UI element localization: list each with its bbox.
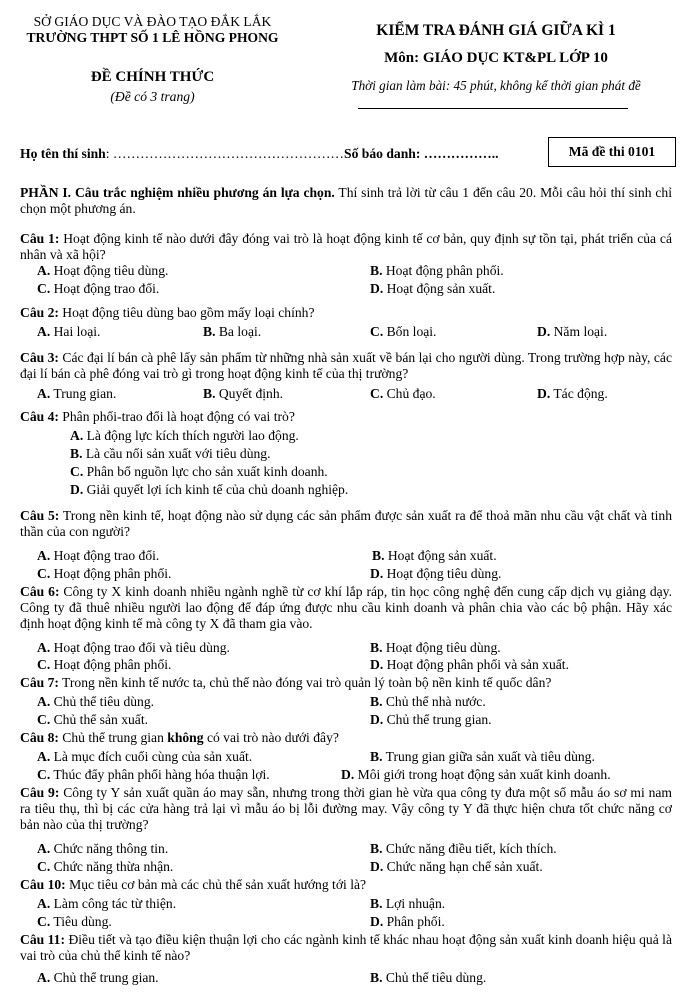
option-text: Chủ thể sản xuất. [50, 712, 149, 727]
option-key: D. [70, 482, 84, 497]
question-number: Câu 11: [20, 932, 65, 947]
option-text: Chức năng điều tiết, kích thích. [382, 841, 557, 856]
option-key: A. [37, 263, 51, 278]
question-number: Câu 8: [20, 730, 59, 745]
question-7 [20, 675, 672, 691]
option-5a[interactable] [37, 548, 159, 564]
option-key: D. [370, 712, 384, 727]
option-text: Năm loại. [550, 324, 608, 339]
option-text: Là mục đích cuối cùng của sản xuất. [50, 749, 253, 764]
option-text: Chủ đạo. [383, 386, 436, 401]
option-5c[interactable] [37, 566, 171, 582]
option-8b[interactable] [370, 749, 595, 765]
option-text: Chủ thể trung gian. [50, 970, 159, 985]
part1-heading [20, 185, 672, 217]
option-text: Hoạt động trao đổi. [50, 548, 160, 563]
option-key: D. [370, 281, 384, 296]
option-7b[interactable] [370, 694, 486, 710]
option-key: D. [370, 657, 384, 672]
option-6d[interactable] [370, 657, 569, 673]
option-2a[interactable] [37, 324, 100, 340]
option-key: B. [370, 694, 383, 709]
option-6b[interactable] [370, 640, 501, 656]
option-9c[interactable] [37, 859, 173, 875]
option-key: C. [37, 767, 51, 782]
option-key: C. [370, 324, 384, 339]
question-text: có vai trò nào dưới đây? [203, 730, 339, 745]
option-text: Trung gian giữa sản xuất và tiêu dùng. [382, 749, 595, 764]
option-key: A. [37, 548, 51, 563]
option-text: Chủ thể nhà nước. [382, 694, 486, 709]
option-text: Hoạt động tiêu dùng. [50, 263, 169, 278]
question-number: Câu 10: [20, 877, 66, 892]
question-emphasis: không [167, 730, 204, 745]
option-9d[interactable] [370, 859, 543, 875]
option-10c[interactable] [37, 914, 112, 930]
option-text: Chủ thể tiêu dùng. [50, 694, 155, 709]
option-key: A. [37, 970, 51, 985]
part1-instructions: Thí sinh trả lời từ câu 1 đến câu 20. Mỗi câu hỏi thí sinh chỉ chọn một phương án. [20, 185, 672, 216]
question-text: Trong nền kinh tế nước ta, chủ thể nào đóng vai trò quản lý toàn bộ nền kinh tế quốc dân? [58, 675, 552, 690]
part1-title: PHẦN I. Câu trắc nghiệm nhiều phương án lựa chọn. [20, 185, 335, 200]
student-info [20, 146, 499, 162]
option-text: Hoạt động tiêu dùng. [382, 640, 501, 655]
question-number: Câu 7: [20, 675, 59, 690]
option-text: Hoạt động sản xuất. [384, 548, 497, 563]
option-4c[interactable] [70, 464, 328, 480]
page-count: (Đề có 3 trang) [110, 89, 195, 104]
option-key: A. [37, 324, 51, 339]
option-key: D. [370, 566, 384, 581]
option-8c[interactable] [37, 767, 270, 783]
option-text: Bốn loại. [383, 324, 437, 339]
question-number: Câu 2: [20, 305, 59, 320]
option-3d[interactable] [537, 386, 608, 402]
option-10b[interactable] [370, 896, 445, 912]
question-8 [20, 730, 672, 746]
option-text: Phân bổ nguồn lực cho sản xuất kinh doanh. [83, 464, 328, 479]
option-11b[interactable] [370, 970, 486, 986]
question-number: Câu 5: [20, 508, 60, 523]
option-6c[interactable] [37, 657, 171, 673]
question-text: Các đại lí bán cà phê lấy sản phẩm từ những nhà sản xuất về bán lại cho người dùng. Trong trường hợp này, các đại lí bán cà phê đóng vai trò gì trong hoạt động kinh tế của thị trường? [20, 350, 672, 381]
option-text: Môi giới trong hoạt động sản xuất kinh doanh. [354, 767, 611, 782]
option-key: A. [37, 694, 51, 709]
option-key: B. [370, 640, 383, 655]
question-10 [20, 877, 672, 893]
option-3b[interactable] [203, 386, 283, 402]
option-key: C. [70, 464, 84, 479]
option-key: B. [370, 749, 383, 764]
exam-time: Thời gian làm bài: 45 phút, không kể thời gian phát đề [351, 78, 641, 93]
department-name: SỞ GIÁO DỤC VÀ ĐÀO TẠO ĐẮK LẮK [33, 14, 272, 29]
option-7a[interactable] [37, 694, 154, 710]
question-number: Câu 9: [20, 785, 60, 800]
option-7d[interactable] [370, 712, 492, 728]
option-text: Hoạt động tiêu dùng. [383, 566, 502, 581]
option-text: Giải quyết lợi ích kinh tế của chủ doanh nghiệp. [83, 482, 349, 497]
question-4 [20, 409, 672, 425]
question-text: Hoạt động tiêu dùng bao gồm mấy loại chính? [58, 305, 315, 320]
option-1d[interactable] [370, 281, 495, 297]
question-text: Mục tiêu cơ bản mà các chủ thể sản xuất hướng tới là? [65, 877, 367, 892]
option-3c[interactable] [370, 386, 436, 402]
option-text: Chủ thể tiêu dùng. [382, 970, 487, 985]
option-key: B. [370, 896, 383, 911]
option-3a[interactable] [37, 386, 116, 402]
question-text: Trong nền kinh tế, hoạt động nào sử dụng các sản phẩm được sản xuất ra để thoả mãn nhu cầu vật chất và tinh thần của con người? [20, 508, 672, 539]
question-5 [20, 508, 672, 540]
option-text: Phân phối. [383, 914, 445, 929]
option-4b[interactable] [70, 446, 271, 462]
id-label: Số báo danh: [344, 146, 421, 161]
option-text: Thúc đẩy phân phối hàng hóa thuận lợi. [50, 767, 270, 782]
option-text: Trung gian. [50, 386, 117, 401]
question-number: Câu 6: [20, 584, 60, 599]
exam-code-box [548, 137, 676, 167]
option-9b[interactable] [370, 841, 557, 857]
option-text: Hoạt động phân phối. [50, 566, 172, 581]
question-number: Câu 4: [20, 409, 59, 424]
question-6 [20, 584, 672, 632]
question-text: Chủ thể trung gian [58, 730, 168, 745]
name-field[interactable]: : …………………………………………… [105, 146, 345, 161]
option-key: A. [37, 386, 51, 401]
option-text: Hoạt động phân phối và sản xuất. [383, 657, 569, 672]
option-text: Hoạt động sản xuất. [383, 281, 496, 296]
question-text: Điều tiết và tạo điều kiện thuận lợi cho các ngành kinh tế khác nhau hoạt động sản xuất kinh doanh hiệu quả là vai trò của chủ thể kinh tế nào? [20, 932, 672, 963]
option-key: C. [37, 859, 51, 874]
option-1a[interactable] [37, 263, 168, 279]
question-number: Câu 3: [20, 350, 59, 365]
question-text: Công ty X kinh doanh nhiều ngành nghề từ cơ khí lắp ráp, tin học công nghệ đến cung cấp dịch vụ giảng dạy. Công ty đã thuê nhiều người lao động để đáp ứng được nhu cầu kinh doanh và phân chia vào các bộ phận. Hãy xác định hoạt động kinh tế mà công ty X đã tham gia vào. [20, 584, 672, 631]
option-key: A. [37, 640, 51, 655]
option-text: Chức năng thông tin. [50, 841, 169, 856]
option-key: B. [70, 446, 83, 461]
option-text: Chủ thể trung gian. [383, 712, 492, 727]
school-name: TRƯỜNG THPT SỐ 1 LÊ HỒNG PHONG [26, 30, 279, 45]
option-key: A. [70, 428, 84, 443]
option-key: C. [37, 657, 51, 672]
option-2c[interactable] [370, 324, 436, 340]
option-key: D. [370, 914, 384, 929]
option-key: B. [370, 970, 383, 985]
option-2b[interactable] [203, 324, 261, 340]
official-label: ĐỀ CHÍNH THỨC [90, 69, 215, 85]
question-text: Công ty Y sản xuất quần áo may sẵn, nhưng trong thời gian hè vừa qua công ty đưa một số mẫu áo sơ mi nam ra tiêu thụ, thì bị các cửa hàng trả lại vì mẫu áo bị lỗi đường may. Vậy công ty Y đã thực hiện chưa tốt chức năng cơ bản nào của thị trường? [20, 785, 672, 832]
exam-title: KIỂM TRA ĐÁNH GIÁ GIỮA KÌ 1 [376, 22, 616, 39]
option-6a[interactable] [37, 640, 230, 656]
option-10a[interactable] [37, 896, 176, 912]
option-key: C. [37, 712, 51, 727]
option-text: Lợi nhuận. [382, 896, 446, 911]
question-11 [20, 932, 672, 964]
option-text: Hoạt động trao đổi và tiêu dùng. [50, 640, 230, 655]
option-11a[interactable] [37, 970, 159, 986]
option-text: Hai loại. [50, 324, 101, 339]
option-text: Tác động. [550, 386, 608, 401]
option-key: B. [203, 386, 216, 401]
option-key: B. [370, 841, 383, 856]
option-text: Chức năng thừa nhận. [50, 859, 174, 874]
option-1c[interactable] [37, 281, 159, 297]
option-text: Quyết định. [215, 386, 284, 401]
option-key: D. [537, 324, 551, 339]
id-field[interactable]: …………….. [420, 146, 499, 161]
option-key: A. [37, 896, 51, 911]
option-5b[interactable] [372, 548, 497, 564]
option-key: B. [372, 548, 385, 563]
question-2 [20, 305, 672, 321]
option-key: A. [37, 841, 51, 856]
option-text: Hoạt động phân phối. [382, 263, 504, 278]
option-5d[interactable] [370, 566, 501, 582]
option-text: Tiêu dùng. [50, 914, 112, 929]
option-text: Là động lực kích thích người lao động. [83, 428, 299, 443]
question-1 [20, 231, 672, 263]
option-text: Hoạt động phân phối. [50, 657, 172, 672]
option-key: D. [370, 859, 384, 874]
question-3 [20, 350, 672, 382]
option-key: C. [37, 914, 51, 929]
option-text: Ba loại. [215, 324, 262, 339]
option-key: C. [370, 386, 384, 401]
option-1b[interactable] [370, 263, 504, 279]
question-text: Hoạt động kinh tế nào dưới đây đóng vai trò là hoạt động kinh tế cơ bản, quy định sự tồn tại, phát triển của cá nhân và xã hội? [20, 231, 672, 262]
option-7c[interactable] [37, 712, 148, 728]
option-text: Làm công tác từ thiện. [50, 896, 177, 911]
option-key: A. [37, 749, 51, 764]
name-label: Họ tên thí sinh [20, 146, 106, 161]
option-key: C. [37, 281, 51, 296]
option-text: Là cầu nối sản xuất với tiêu dùng. [82, 446, 271, 461]
option-8d[interactable] [341, 767, 611, 783]
option-text: Chức năng hạn chế sản xuất. [383, 859, 543, 874]
option-key: D. [341, 767, 355, 782]
option-key: C. [37, 566, 51, 581]
exam-code: Mã đề thi 0101 [568, 144, 656, 159]
option-4a[interactable] [70, 428, 299, 444]
question-text: Phân phối-trao đổi là hoạt động có vai trò? [58, 409, 295, 424]
option-10d[interactable] [370, 914, 445, 930]
option-text: Hoạt động trao đổi. [50, 281, 160, 296]
option-key: B. [370, 263, 383, 278]
question-9 [20, 785, 672, 833]
exam-subject: Môn: GIÁO DỤC KT&PL LỚP 10 [384, 50, 608, 66]
option-2d[interactable] [537, 324, 607, 340]
option-9a[interactable] [37, 841, 168, 857]
header-divider [358, 108, 628, 109]
option-key: D. [537, 386, 551, 401]
question-number: Câu 1: [20, 231, 60, 246]
option-8a[interactable] [37, 749, 252, 765]
option-4d[interactable] [70, 482, 348, 498]
option-key: B. [203, 324, 216, 339]
